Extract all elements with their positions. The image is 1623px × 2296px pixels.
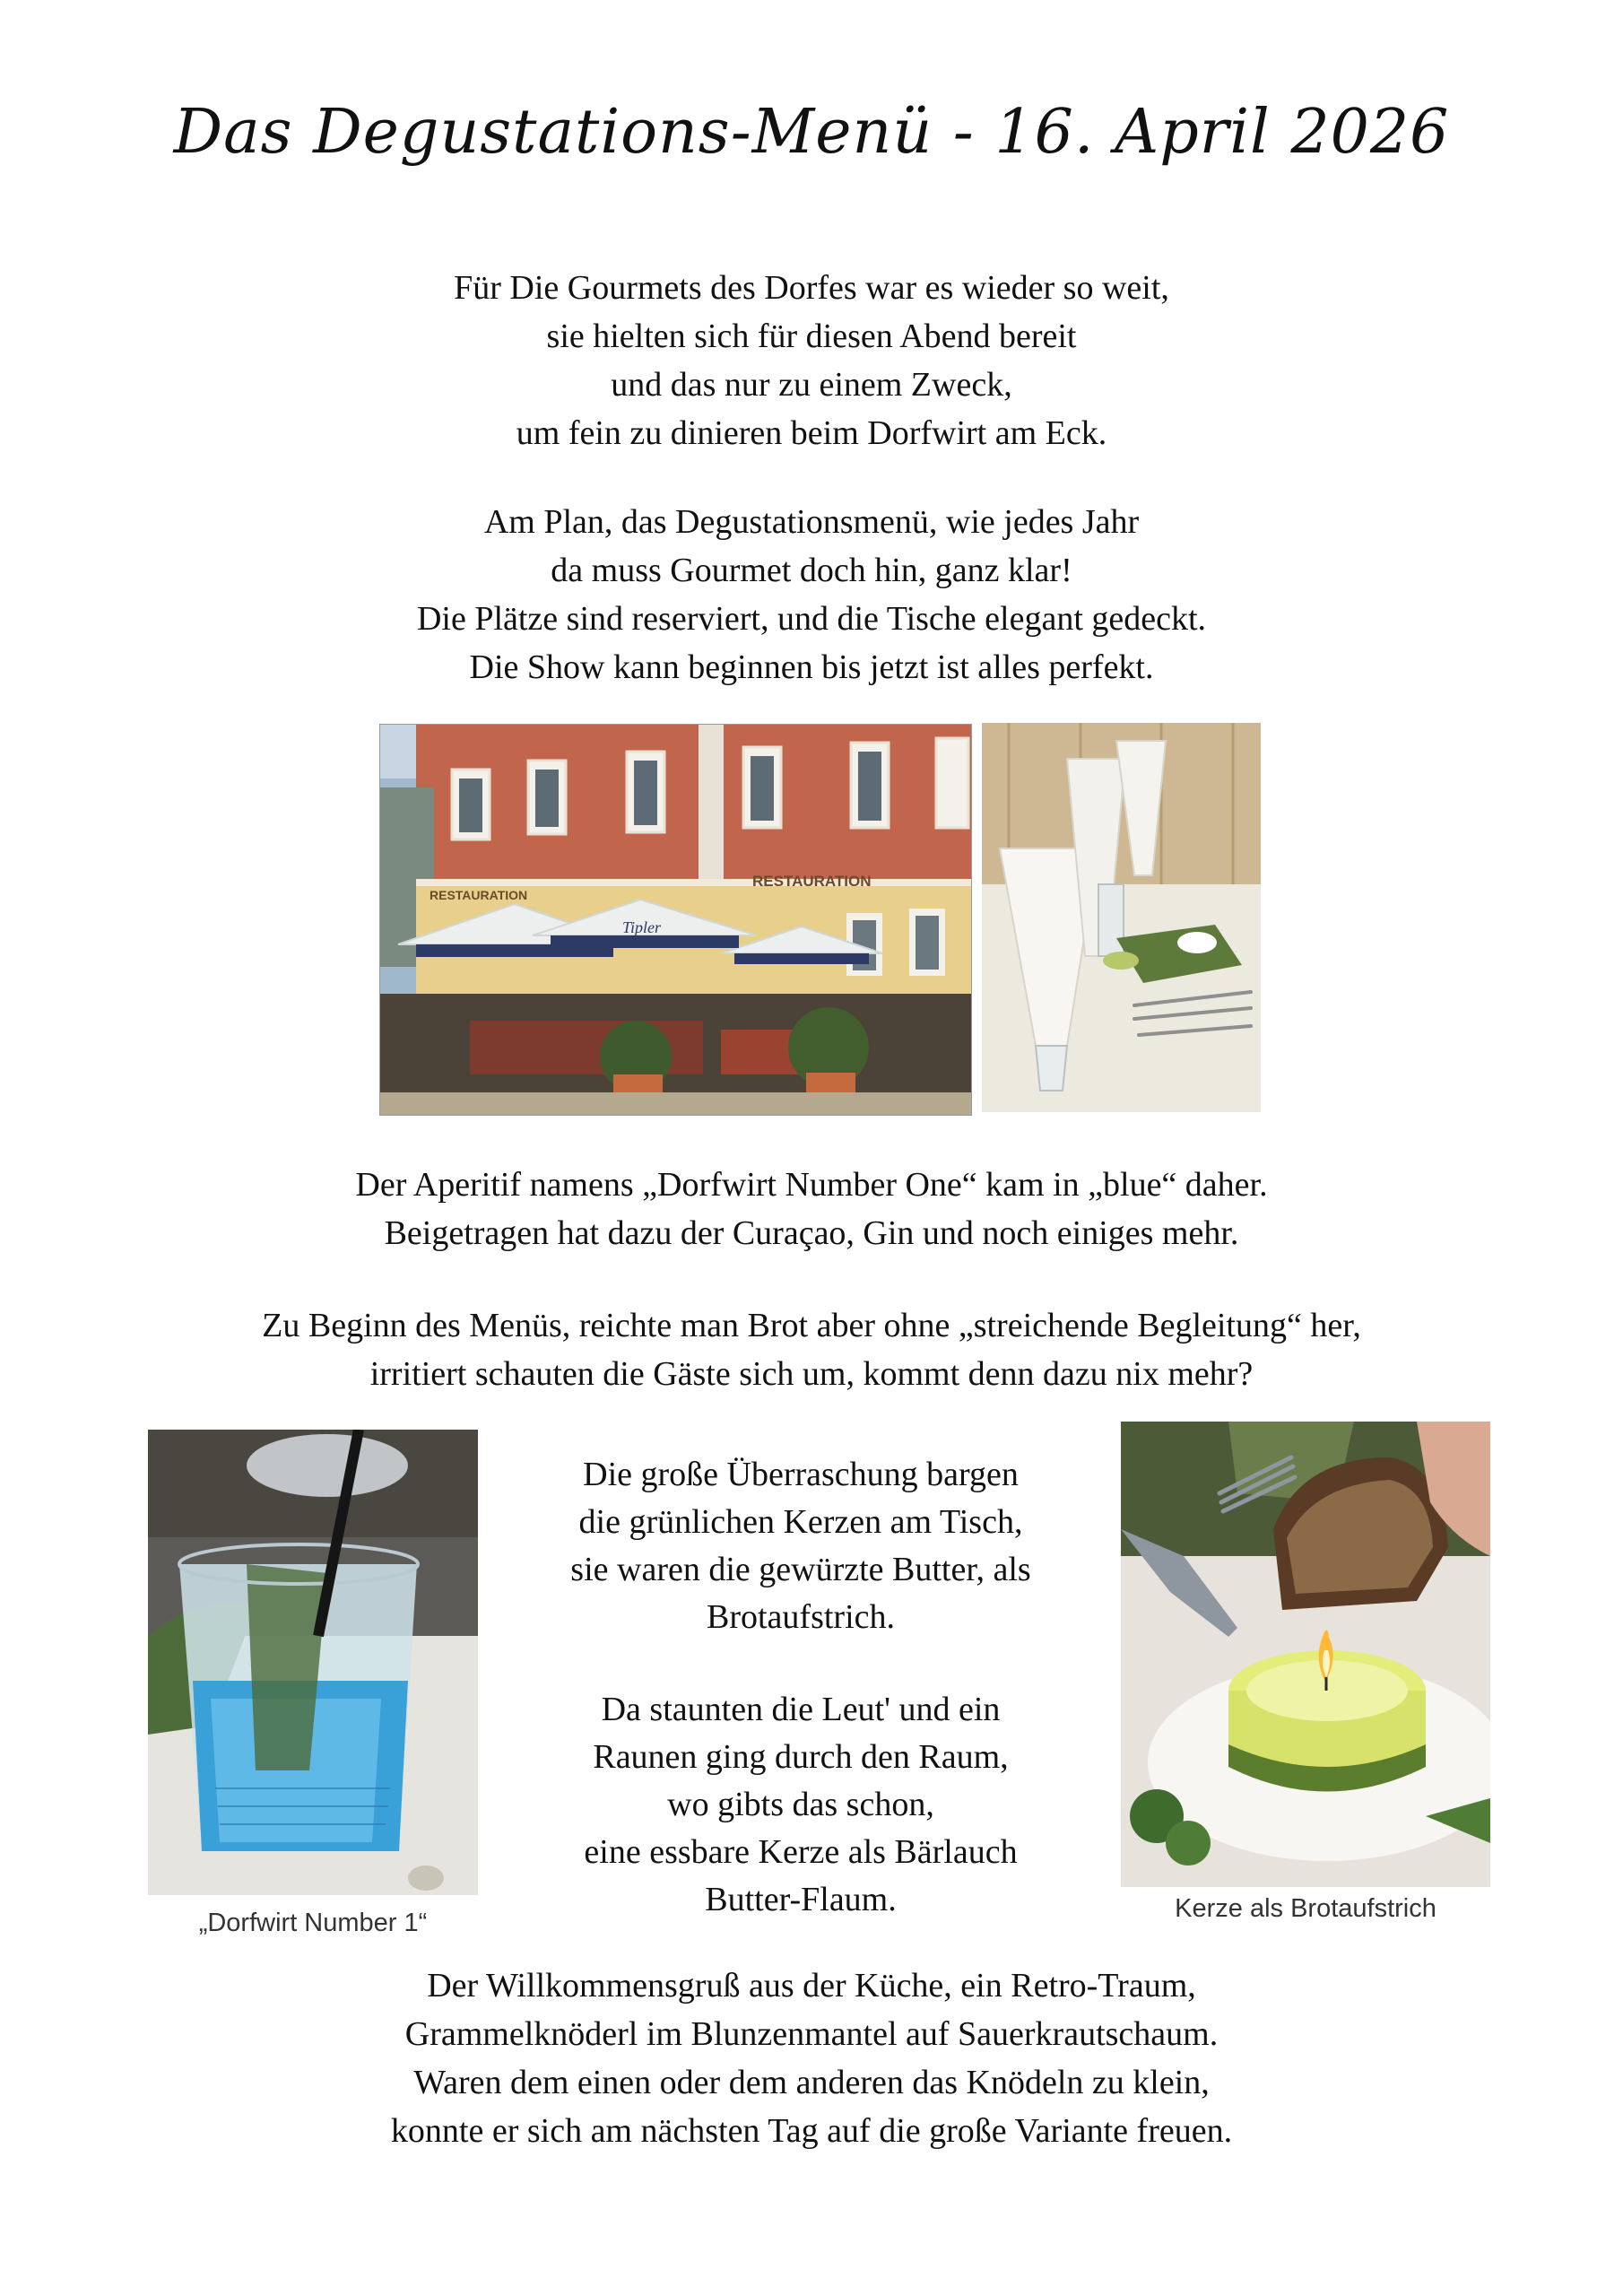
restaurant-sign-text: RESTAURATION	[752, 873, 872, 890]
poem-line: Grammelknöderl im Blunzenmantel auf Sauerkrautschaum.	[404, 2015, 1219, 2053]
poem-line: irritiert schauten die Gäste sich um, kommt denn dazu nix mehr?	[369, 1355, 1254, 1393]
poem-line: Die große Überraschung bargen	[583, 1456, 1019, 1493]
aperitif-caption: „Dorfwirt Number 1“	[198, 1909, 428, 1937]
poem-line: Beigetragen hat dazu der Curaçao, Gin und noch einiges mehr.	[384, 1214, 1239, 1252]
poem-line: Brotaufstrich.	[706, 1598, 895, 1636]
poem-line: konnte er sich am nächsten Tag auf die große Variante freuen.	[390, 2112, 1233, 2150]
middle-verse-b	[491, 1686, 1110, 1924]
page-title: Das Degustations-Menü - 16. April 2026	[173, 97, 1450, 168]
poem-line: Die Show kann beginnen bis jetzt ist alles perfekt.	[469, 648, 1154, 686]
poem-line: Die Plätze sind reserviert, und die Tische elegant gedeckt.	[416, 600, 1207, 638]
poem-stanza-5	[0, 1961, 1623, 2155]
poem-line: und das nur zu einem Zweck,	[611, 366, 1012, 404]
poem-stanza-2	[0, 498, 1623, 691]
poem-line: Butter-Flaum.	[705, 1881, 897, 1918]
poem-line: da muss Gourmet doch hin, ganz klar!	[551, 552, 1072, 589]
poem-line: Der Aperitif namens „Dorfwirt Number One“ kam in „blue“ daher.	[355, 1166, 1268, 1204]
umbrella-logo-text: Tipler	[622, 918, 662, 936]
poem-line: Der Willkommensgruß aus der Küche, ein Retro-Traum,	[427, 1967, 1196, 2005]
candle-caption: Kerze als Brotaufstrich	[1175, 1894, 1436, 1923]
poem-line: eine essbare Kerze als Bärlauch	[584, 1833, 1018, 1871]
poem-line: Da staunten die Leut' und ein	[601, 1691, 1001, 1728]
poem-line: Für Die Gourmets des Dorfes war es wieder so weit,	[454, 269, 1169, 307]
restaurant-sign-text-left: RESTAURATION	[430, 888, 528, 902]
poem-stanza-4	[0, 1301, 1623, 1398]
poem-line: Zu Beginn des Menüs, reichte man Brot aber ohne „streichende Begleitung“ her,	[262, 1307, 1361, 1344]
poem-line: Waren dem einen oder dem anderen das Knödeln zu klein,	[413, 2064, 1210, 2101]
poem-line: Am Plan, das Degustationsmenü, wie jedes Jahr	[483, 503, 1140, 541]
poem-line: sie hielten sich für diesen Abend bereit	[546, 317, 1077, 355]
poem-line: wo gibts das schon,	[667, 1786, 934, 1823]
aperitif-photo	[148, 1430, 478, 1895]
poem-stanza-1	[0, 264, 1623, 457]
butter-candle-photo	[1121, 1422, 1490, 1887]
middle-verse-a	[491, 1451, 1110, 1641]
poem-line: die grünlichen Kerzen am Tisch,	[578, 1503, 1023, 1541]
restaurant-facade-photo	[379, 724, 972, 1116]
poem-line: sie waren die gewürzte Butter, als	[570, 1551, 1031, 1588]
poem-line: um fein zu dinieren beim Dorfwirt am Eck.	[516, 414, 1107, 452]
poem-stanza-3	[0, 1161, 1623, 1257]
table-setting-photo	[982, 723, 1261, 1112]
poem-line: Raunen ging durch den Raum,	[593, 1738, 1009, 1776]
